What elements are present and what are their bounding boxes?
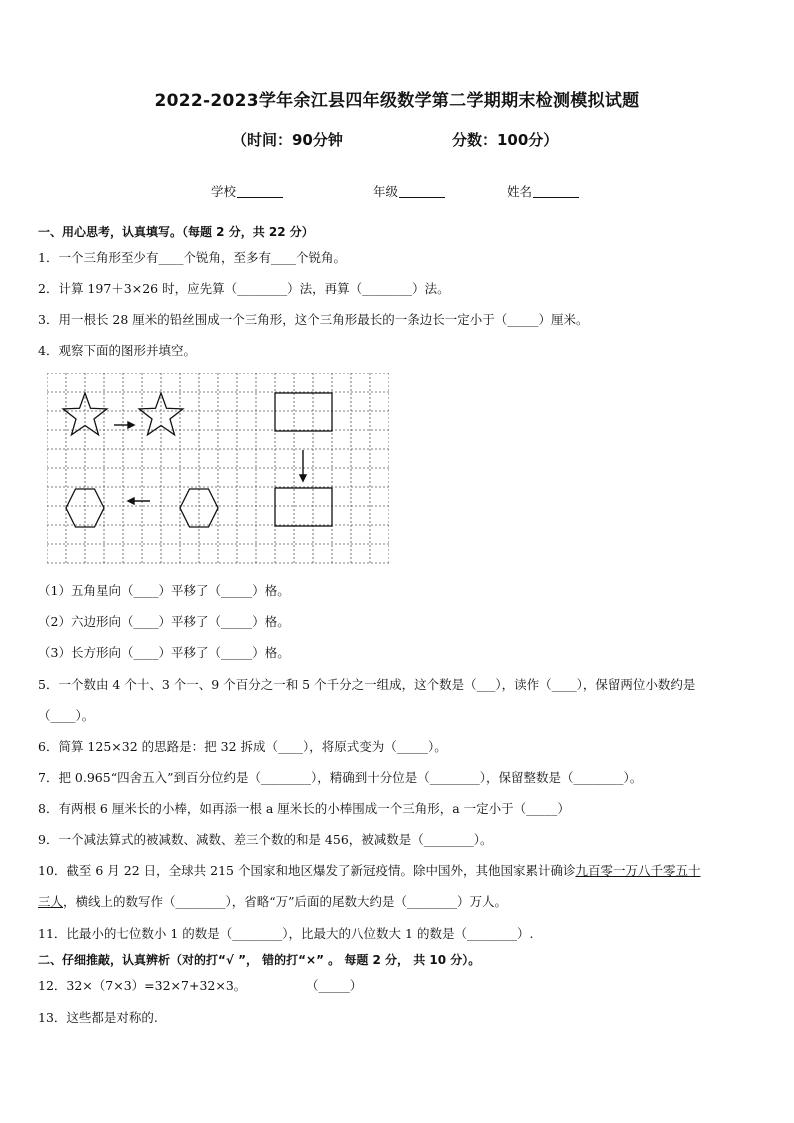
question-8: 8．有两根 6 厘米长的小棒，如再添一根 a 厘米长的小棒围成一个三角形，a 一定小于（_____）: [38, 801, 570, 816]
question-7: 7．把 0.965“四舍五入”到百分位约是（________），精确到十分位是（________），保留整数是（________）。: [38, 770, 643, 785]
name-field[interactable]: [507, 182, 579, 200]
rectangle-top-icon: [275, 393, 332, 431]
question-5-line-2: （____）。: [38, 708, 95, 723]
rectangle-bottom-icon: [275, 488, 332, 526]
translation-grid-figure: [47, 373, 389, 566]
question-4: 4．观察下面的图形并填空。: [38, 343, 196, 358]
question-10-underlined-b: 三人: [38, 894, 64, 909]
question-10-line-2: [38, 894, 507, 910]
arrow-down-icon: [300, 450, 306, 481]
question-12-answer-blank[interactable]: （_____）: [306, 978, 363, 993]
section-2-heading: 二、仔细推敲，认真辨析（对的打“√ ”， 错的打“×” 。 每题 2 分， 共 10 分）。: [38, 953, 481, 967]
question-10-text-a: 10．截至 6 月 22 日，全球共 215 个国家和地区爆发了新冠疫情。除中国外，其他国家累计确诊: [38, 863, 576, 878]
question-2: 2．计算 197＋3×26 时，应先算（________）法，再算（________）法。: [38, 281, 450, 296]
question-4-part-2: （2）六边形向（____）平移了（_____）格。: [38, 614, 290, 629]
name-blank[interactable]: [533, 185, 579, 198]
grade-field[interactable]: [373, 182, 445, 200]
exam-time: （时间：90分钟: [232, 131, 343, 149]
question-6: 6．简算 125×32 的思路是：把 32 拆成（____），将原式变为（_____）。: [38, 739, 447, 754]
section-1-heading: 一、用心思考，认真填写。（每题 2 分，共 22 分）: [38, 225, 314, 239]
question-9: 9．一个减法算式的被减数、减数、差三个数的和是 456，被减数是（________）。: [38, 832, 493, 847]
question-5-line-1: 5．一个数由 4 个十、3 个一、9 个百分之一和 5 个千分之一组成，这个数是（___），读作（____），保留两位小数约是: [38, 677, 696, 692]
question-13: 13．这些都是对称的.: [38, 1010, 158, 1025]
question-10-text-b: ，横线上的数写作（________），省略“万”后面的尾数大约是（________）万人。: [63, 894, 508, 909]
school-label: 学校: [211, 184, 237, 199]
question-4-part-1: （1）五角星向（____）平移了（_____）格。: [38, 583, 290, 598]
exam-score: 分数：100分）: [452, 131, 559, 149]
question-10-line-1: [38, 863, 700, 879]
school-blank[interactable]: [237, 185, 283, 198]
question-3: 3．用一根长 28 厘米的铅丝围成一个三角形，这个三角形最长的一条边长一定小于（_____）厘米。: [38, 312, 589, 327]
grid-lines: [47, 373, 389, 563]
question-10-underlined-a: 九百零一万八千零五十: [575, 863, 701, 878]
question-11: 11．比最小的七位数小 1 的数是（________），比最大的八位数大 1 的数是（________）.: [38, 926, 534, 941]
name-label: 姓名: [507, 184, 533, 199]
grade-blank[interactable]: [399, 185, 445, 198]
arrow-right-icon: [114, 422, 134, 428]
grade-label: 年级: [373, 184, 399, 199]
school-field[interactable]: [211, 182, 283, 200]
page-title: 2022-2023学年余江县四年级数学第二学期期末检测模拟试题: [154, 91, 640, 111]
question-4-part-3: （3）长方形向（____）平移了（_____）格。: [38, 645, 290, 660]
arrow-left-icon: [128, 498, 150, 504]
question-1: 1．一个三角形至少有____个锐角，至多有____个锐角。: [38, 250, 346, 265]
question-12: 12．32×（7×3）=32×7+32×3。: [38, 978, 247, 993]
